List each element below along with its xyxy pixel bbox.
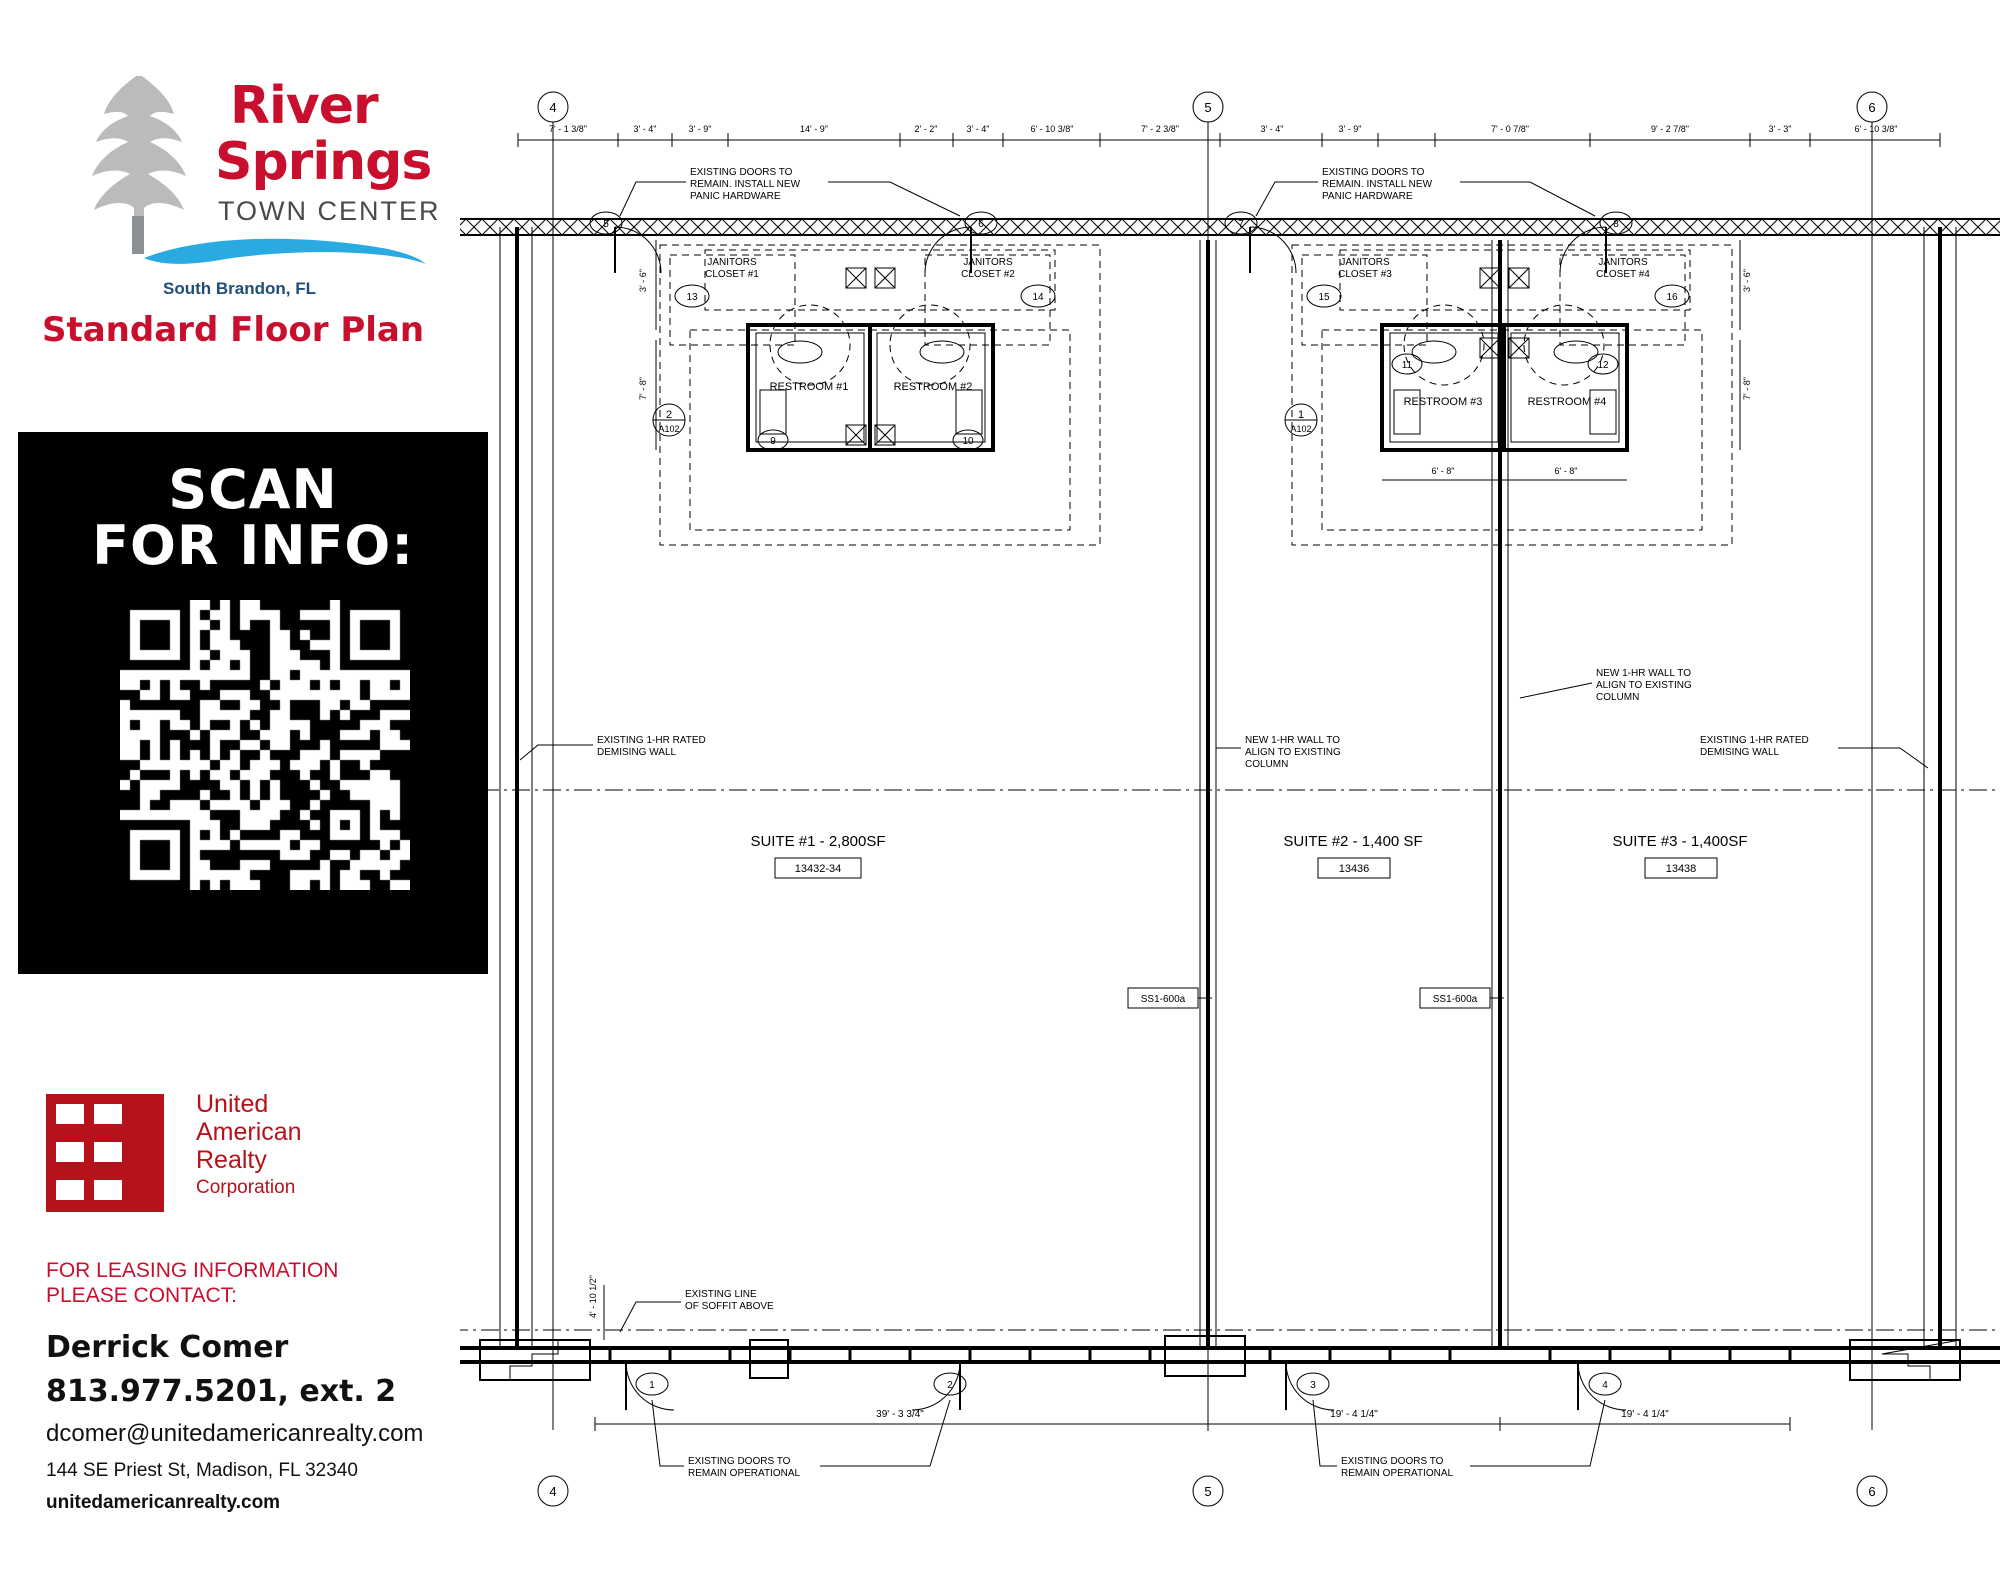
- uar-name-line-3: Realty: [196, 1146, 267, 1174]
- dim-top-13: 6' - 10 3/8": [1854, 124, 1898, 134]
- leasing-line-2: PLEASE CONTACT:: [46, 1284, 237, 1307]
- contact-name: Derrick Comer: [46, 1330, 289, 1365]
- note-5-l1: EXISTING 1-HR RATED: [1700, 735, 1809, 746]
- spec-tag-1: SS1-600a: [1140, 994, 1186, 1005]
- contact-address: 144 SE Priest St, Madison, FL 32340: [46, 1460, 358, 1481]
- core-left: [590, 212, 1100, 545]
- door-tag-8: 8: [1613, 219, 1619, 230]
- note-4-l2: ALIGN TO EXISTING: [1245, 747, 1341, 758]
- note-8-l1: EXISTING DOORS TO: [1341, 1456, 1444, 1467]
- janitor-2-line1: JANITORS: [963, 257, 1013, 268]
- restroom-4-label: RESTROOM #4: [1527, 396, 1607, 408]
- spec-tag-2: SS1-600a: [1432, 994, 1478, 1005]
- gridline-bubbles-bottom: [538, 1476, 1887, 1506]
- contact-email[interactable]: dcomer@unitedamericanrealty.com: [46, 1420, 424, 1447]
- spec-tags: [1128, 988, 1504, 1008]
- note-1-l3: PANIC HARDWARE: [1322, 191, 1413, 202]
- janitor-3-line2: CLOSET #3: [1338, 269, 1392, 280]
- dim-left-0: 3' - 6": [638, 269, 648, 292]
- door-tag-16: 16: [1666, 292, 1678, 303]
- note-3-l1: EXISTING 1-HR RATED: [597, 735, 706, 746]
- door-tag-11: 11: [1401, 360, 1413, 371]
- note-new-wall-right: [1520, 668, 1692, 703]
- restroom-1-label: RESTROOM #1: [769, 381, 849, 393]
- grid-bubble-top-5: 5: [1204, 100, 1212, 115]
- door-tag-14: 14: [1032, 292, 1044, 303]
- door-tag-3: 3: [1310, 1380, 1316, 1391]
- dim-top-3: 14' - 9": [800, 124, 828, 134]
- storefront-bottom: [460, 1275, 2000, 1410]
- logo-line-3: TOWN CENTER: [218, 196, 441, 226]
- suite-1-label: SUITE #1 - 2,800SF: [750, 833, 886, 850]
- door-tag-4: 4: [1602, 1380, 1608, 1391]
- leasing-info-label: [46, 1258, 338, 1308]
- note-5-l2: DEMISING WALL: [1700, 747, 1780, 758]
- tree-icon: [58, 66, 218, 256]
- dim-top-4: 2' - 2": [914, 124, 938, 134]
- dim-right-1: 7' - 8": [1742, 377, 1752, 400]
- suite-2-tag: 13436: [1338, 863, 1370, 875]
- dim-interior-1: 6' - 8": [1554, 466, 1578, 476]
- uar-name-line-2: American: [196, 1118, 302, 1146]
- janitor-4-line2: CLOSET #4: [1596, 269, 1650, 280]
- contact-website[interactable]: unitedamericanrealty.com: [46, 1492, 281, 1513]
- united-american-realty-logo: [46, 1090, 466, 1220]
- note-0-l1: EXISTING DOORS TO: [690, 167, 793, 178]
- suite-1-tag: 13432-34: [794, 863, 842, 875]
- suite-3-tag: 13438: [1665, 863, 1697, 875]
- wave-swoosh-icon: [140, 232, 430, 274]
- page-title: Standard Floor Plan: [42, 310, 425, 350]
- door-tag-2: 2: [947, 1380, 953, 1391]
- uar-suffix: Corporation: [196, 1177, 296, 1198]
- note-7-l1: EXISTING DOORS TO: [688, 1456, 791, 1467]
- grid-bubble-bottom-5: 5: [1204, 1484, 1212, 1499]
- door-tag-13: 13: [686, 292, 698, 303]
- dim-top-6: 6' - 10 3/8": [1030, 124, 1074, 134]
- note-existing-demising-left: [520, 735, 706, 760]
- suite-labels: [750, 833, 1747, 878]
- door-tag-9: 9: [770, 436, 776, 447]
- dim-bottom-2: 19' - 4 1/4": [1621, 1409, 1669, 1420]
- note-1-l2: REMAIN. INSTALL NEW: [1322, 179, 1433, 190]
- logo-city: South Brandon, FL: [163, 279, 316, 298]
- note-4-l3: COLUMN: [1245, 759, 1289, 770]
- dim-bottom-0: 39' - 3 3/4": [876, 1409, 924, 1420]
- dim-bottom-1: 19' - 4 1/4": [1330, 1409, 1378, 1420]
- dimension-string-bottom: [595, 1409, 1790, 1431]
- note-0-l2: REMAIN. INSTALL NEW: [690, 179, 801, 190]
- note-2-l3: COLUMN: [1596, 692, 1640, 703]
- note-1-l1: EXISTING DOORS TO: [1322, 167, 1425, 178]
- dim-top-12: 3' - 3": [1768, 124, 1792, 134]
- logo-line-1: River: [230, 76, 378, 136]
- door-tag-1: 1: [649, 1380, 655, 1391]
- river-springs-logo: [40, 36, 460, 298]
- dim-top-7: 7' - 2 3/8": [1141, 124, 1179, 134]
- note-6-l1: EXISTING LINE: [685, 1289, 757, 1300]
- scan-label-line1: SCAN: [168, 458, 338, 521]
- grid-bubble-top-6: 6: [1868, 100, 1876, 115]
- dim-top-0: 7' - 1 3/8": [549, 124, 587, 134]
- note-6-l2: OF SOFFIT ABOVE: [685, 1301, 774, 1312]
- suite-2-label: SUITE #2 - 1,400 SF: [1283, 833, 1423, 850]
- janitor-1-line2: CLOSET #1: [705, 269, 759, 280]
- grid-bubble-top-4: 4: [549, 100, 557, 115]
- dim-right-0: 3' - 6": [1742, 269, 1752, 292]
- note-4-l1: NEW 1-HR WALL TO: [1245, 735, 1341, 746]
- logo-line-2: Springs: [215, 132, 432, 192]
- note-existing-demising-right: [1700, 735, 1928, 768]
- qr-code[interactable]: [120, 600, 410, 890]
- detail-tag-sheet-a102-1: A102: [658, 424, 680, 434]
- detail-tag-num-2: 2: [665, 409, 673, 421]
- note-doors-panic-left: [620, 167, 960, 216]
- janitor-2-line2: CLOSET #2: [961, 269, 1015, 280]
- note-0-l3: PANIC HARDWARE: [690, 191, 781, 202]
- detail-tag-num-1: 1: [1297, 409, 1305, 421]
- detail-tag-sheet-a102-2: A102: [1290, 424, 1312, 434]
- note-3-l2: DEMISING WALL: [597, 747, 677, 758]
- scan-label-line2: FOR INFO:: [92, 514, 414, 577]
- grid-bubble-bottom-6: 6: [1868, 1484, 1876, 1499]
- door-tag-15: 15: [1318, 292, 1330, 303]
- info-sidebar: [0, 0, 500, 1569]
- grid-bubble-bottom-4: 4: [549, 1484, 557, 1499]
- dim-top-1: 3' - 4": [633, 124, 657, 134]
- dim-top-8: 3' - 4": [1260, 124, 1284, 134]
- dim-left-1: 7' - 8": [638, 377, 648, 400]
- door-tag-10: 10: [962, 436, 974, 447]
- leasing-line-1: FOR LEASING INFORMATION: [46, 1259, 339, 1282]
- suite-3-label: SUITE #3 - 1,400SF: [1612, 833, 1748, 850]
- door-tag-7: 7: [1238, 219, 1244, 230]
- dim-top-9: 3' - 9": [1338, 124, 1362, 134]
- note-doors-panic-right: [1256, 167, 1595, 216]
- note-7-l2: REMAIN OPERATIONAL: [688, 1468, 801, 1479]
- dim-interior-0: 6' - 8": [1431, 466, 1455, 476]
- floor-plan-drawing: [460, 0, 2000, 1569]
- janitor-4-line1: JANITORS: [1598, 257, 1648, 268]
- restroom-3-label: RESTROOM #3: [1403, 396, 1483, 408]
- uar-mark-icon: [46, 1094, 164, 1212]
- exterior-wall-top: [460, 219, 2000, 235]
- floor-plan-svg: [460, 0, 2000, 1569]
- note-new-wall-middle: [1216, 735, 1341, 770]
- dim-top-2: 3' - 9": [688, 124, 712, 134]
- dim-top-11: 9' - 2 7/8": [1651, 124, 1689, 134]
- dim-vertical-small: 4' - 10 1/2": [588, 1275, 598, 1318]
- note-8-l2: REMAIN OPERATIONAL: [1341, 1468, 1454, 1479]
- uar-name-line-1: United: [196, 1090, 269, 1118]
- janitor-3-line1: JANITORS: [1340, 257, 1390, 268]
- janitor-1-line1: JANITORS: [707, 257, 757, 268]
- note-2-l2: ALIGN TO EXISTING: [1596, 680, 1692, 691]
- dimension-string-top: [518, 124, 1940, 147]
- scan-for-info-box: [18, 432, 488, 974]
- contact-phone[interactable]: 813.977.5201, ext. 2: [46, 1374, 397, 1409]
- note-2-l1: NEW 1-HR WALL TO: [1596, 668, 1692, 679]
- building-envelope: [500, 227, 1956, 1350]
- dim-top-5: 3' - 4": [966, 124, 990, 134]
- door-tag-6: 6: [978, 219, 984, 230]
- door-tag-12: 12: [1597, 360, 1609, 371]
- restroom-2-label: RESTROOM #2: [893, 381, 973, 393]
- core-right: [1225, 212, 1752, 545]
- dim-top-10: 7' - 0 7/8": [1491, 124, 1529, 134]
- door-tag-5: 5: [603, 219, 609, 230]
